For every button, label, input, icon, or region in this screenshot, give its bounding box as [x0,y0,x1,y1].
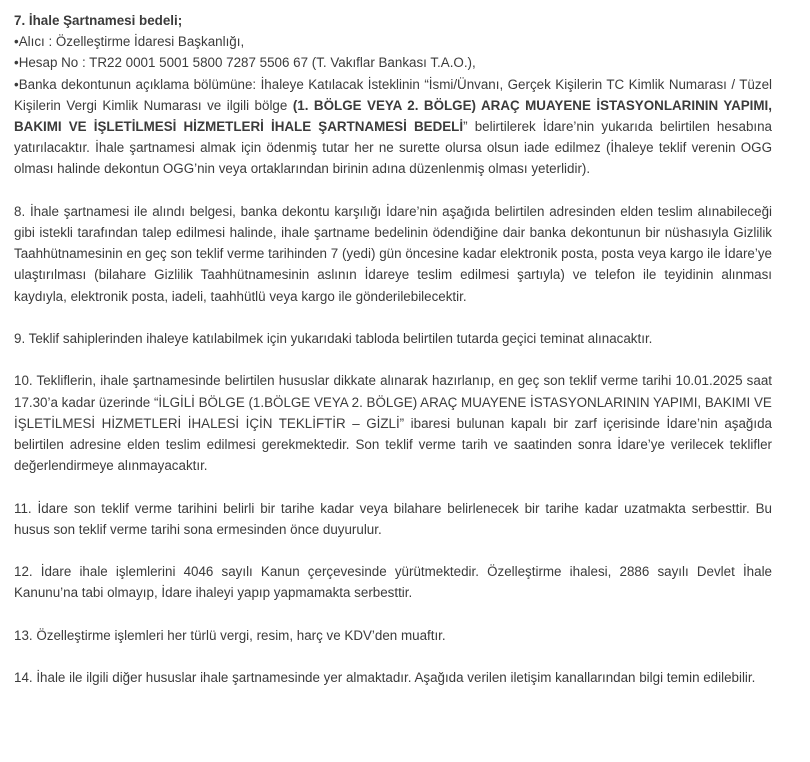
paragraph-gap [14,307,772,328]
section-10-part-2: İŞLETİLMESİ HİZMETLERİ İHALESİ İÇİN TEKLİFTİR – GİZLİ” ibaresi bulunan kapalı bir zarf içerisinde İdare’nin aşağıda belirtilen adresine elden teslim edilmesi gerekmektedir. Son teklif verme tarih ve saatinden sonra İdare’ye verilecek teklifler değerlendirmeye alınmayacaktır. [14,415,772,474]
section-7-buyer: •Alıcı : Özelleştirme İdaresi Başkanlığı, [14,34,245,50]
paragraph-gap [14,476,772,497]
section-7-title: 7. İhale Şartnamesi bedeli; [14,13,183,28]
section-9: 9. Teklif sahiplerinden ihaleye katılabilmek için yukarıdaki tabloda belirtilen tutarda geçici teminat alınacaktır. [14,331,653,347]
bank-note-start: •Banka dekontunun açıklama bölümüne: İhaleye Katılacak İsteklinin “İsmi/Ünvanı, Gerçek Kişilerin TC Kimlik Numarası / Tüzel Kişilerin Vergi Kimlik Numarası ve ilgili bölge [14,76,772,113]
section-8: 8. İhale şartnamesi ile alındı belgesi, banka dekontu karşılığı İdare’nin aşağıda belirtilen adresinden elden teslim alınabileceği gibi istekli tarafından talep edilmesi halinde, ihale şartname bedelinin ödendiğine dair banka dekontunun bir nüshasıyla Gizlilik Taahhütnamesinin en geç son teklif verme tarihinden 7 (yedi) gün öncesine kadar elektronik posta, posta veya kargo ile İdare’ye ulaştırılması (bilahare Gizlilik Taahhütnamesinin aslının İdareye teslim edilmesi şartıyla) ve telefon ile teyidinin alınması kaydıyla, elektronik posta, iadeli, taahhütlü veya kargo ile gönderilebilecektir. [14,203,772,304]
section-11: 11. İdare son teklif verme tarihini belirli bir tarihe kadar veya bilahare belirlenecek bir tarihe kadar uzatmakta serbesttir. Bu husus son teklif verme tarihi sona ermesinden önce duyurulur. [14,500,772,537]
section-12: 12. İdare ihale işlemlerini 4046 sayılı Kanun çerçevesinde yürütmektedir. Özelleştirme ihalesi, 2886 sayılı Devlet İhale Kanunu’na tabi olmayıp, İdare ihaleyi yapıp yapmamakta serbesttir. [14,564,772,601]
paragraph-gap [14,646,772,667]
section-14: 14. İhale ile ilgili diğer hususlar ihale şartnamesinde yer almaktadır. Aşağıda verilen iletişim kanallarından bilgi temin edilebilir. [14,670,756,686]
section-13: 13. Özelleştirme işlemleri her türlü vergi, resim, harç ve KDV’den muaftır. [14,627,446,643]
bank-note-end: ” belirtilerek İdare’nin yukarıda belirtilen hesabına yatırılacaktır. İhale şartnamesi almak için ödenmiş tutar her ne surette olursa olsun iade edilmez (İhaleye teklif verenin OGG olması halinde dekontun OGG’nin veya ortaklarından birinin adına düzenlenmiş olması yeterlidir). [14,119,773,177]
section-7-account: •Hesap No : TR22 0001 5001 5800 7287 5506 67 (T. Vakıflar Bankası T.A.O.), [14,55,476,71]
paragraph-gap [14,349,772,370]
paragraph-gap [14,180,772,201]
bank-note-bold: (1. BÖLGE VEYA 2. BÖLGE) ARAÇ MUAYENE İSTASYONLARININ YAPIMI, BAKIMI VE İŞLETİLMESİ HİZMETLERİ İHALE ŞARTNAMESİ BEDELİ [14,97,772,135]
section-7-bank-note [14,74,772,180]
paragraph-gap [14,540,772,561]
section-10-part-1: 10. Tekliflerin, ihale şartnamesinde belirtilen hususlar dikkate alınarak hazırlanıp, en geç son teklif verme tarihi 10.01.2025 saat 17.30’a kadar üzerinde “İLGİLİ BÖLGE (1.BÖLGE VEYA 2. BÖLGE) ARAÇ MUAYENE İSTASYONLARININ YAPIMI, BAKIMI VE [14,373,772,410]
paragraph-gap [14,604,772,625]
